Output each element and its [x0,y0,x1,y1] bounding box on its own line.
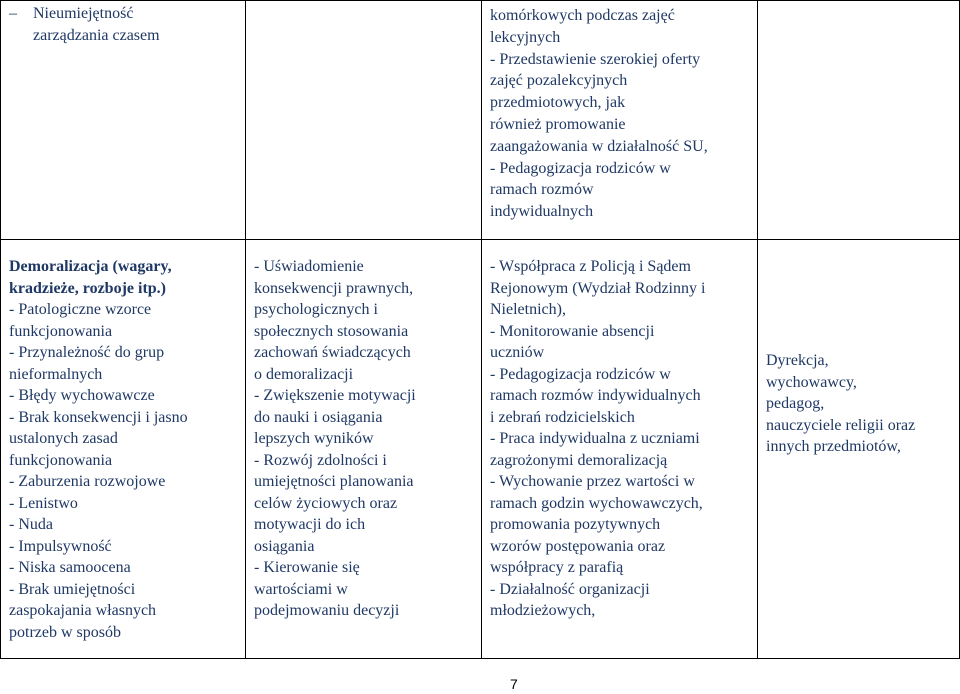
row2-problem-cell [1,240,246,659]
text-line: lekcyjnych [490,28,561,46]
text-line: - Zwiększenie motywacji [254,387,416,404]
text-line: ustalonych zasad [9,430,118,447]
text-line: uczniów [490,344,545,361]
text-line: społecznych stosowania [254,322,409,340]
text-line: potrzeb w sposób [9,623,121,641]
text-line: - Patologiczne wzorce [9,301,152,318]
row1-problem-cell [1,1,246,240]
text-line: - Przynależność do grup [9,344,165,361]
text-line: - Rozwój zdolności i [254,451,387,469]
text-line: Nieumiejętność [33,5,134,22]
row2-actions-cell [482,240,758,659]
text-line: promowania pozytywnych [490,516,661,533]
text-line: - Niska samoocena [9,559,131,576]
text-line: wartościami w [254,580,348,598]
text-line: pedagog, [766,395,825,412]
problem-title-line: kradzieże, rozboje itp.) [9,279,166,297]
text-line: konsekwencji prawnych, [254,279,414,297]
table-row [1,1,960,240]
row2-responsible-cell [758,240,960,659]
text-line: funkcjonowania [9,322,113,340]
text-line: komórkowych podczas zajęć [490,7,675,24]
text-line: - Pedagogizacja rodziców w [490,159,671,177]
text-line: - Nuda [9,516,53,533]
text-line: do nauki i osiągania [254,408,383,426]
text-line: zachowań świadczących [254,344,411,361]
text-line: - Uświadomienie [254,258,364,275]
row1-responsible-cell [758,1,960,240]
list-dash: – [9,5,17,22]
text-line: ramach godzin wychowawczych, [490,494,703,512]
text-line: umiejętności planowania [254,473,414,490]
text-line: - Lenistwo [9,494,78,512]
text-line: współpracy z parafią [490,559,624,576]
text-line: lepszych wyników [254,430,374,447]
text-line: - Współpraca z Policją i Sądem [490,258,691,275]
table-row [1,240,960,659]
text-line: - Zaburzenia rozwojowe [9,473,166,490]
text-line: przedmiotowych, jak [490,94,626,112]
row1-goals-cell [246,1,482,240]
text-line: indywidualnych [490,203,594,221]
text-line: zagrożonymi demoralizacją [490,451,668,469]
text-line: - Monitorowanie absencji [490,322,655,340]
text-line: zaspokajania własnych [9,602,157,619]
text-line: ramach rozmów [490,181,594,199]
text-line: - Działalność organizacji [490,580,650,598]
text-line: - Pedagogizacja rodziców w [490,365,671,383]
row1-actions-cell [482,1,758,240]
text-line: nieformalnych [9,365,103,383]
text-line: - Impulsywność [9,537,112,555]
text-line: psychologicznych i [254,301,378,318]
problem-title-line: Demoralizacja (wagary, [9,258,172,275]
text-line: funkcjonowania [9,451,113,469]
text-line: wzorów postępowania oraz [490,537,666,555]
text-line: zarządzania czasem [33,27,160,44]
text-line: Rejonowym (Wydział Rodzinny i [490,279,706,297]
text-line: - Wychowanie przez wartości w [490,473,695,490]
text-line: zajęć pozalekcyjnych [490,72,628,90]
text-line: - Kierowanie się [254,559,360,576]
text-line: młodzieżowych, [490,602,596,619]
text-line: wychowawcy, [766,373,857,391]
text-line: podejmowaniu decyzji [254,602,400,619]
text-line: celów życiowych oraz [254,494,398,512]
text-line: - Praca indywidualna z uczniami [490,430,700,447]
text-line: osiągania [254,537,315,555]
text-line: - Błędy wychowawcze [9,387,155,404]
text-line: zaangażowania w działalność SU, [490,137,708,155]
text-line: nauczyciele religii oraz [766,416,916,434]
text-line: Nieletnich), [490,301,566,318]
text-line: - Brak umiejętności [9,580,136,598]
text-line: motywacji do ich [254,516,366,533]
text-line: Dyrekcja, [766,352,829,369]
text-line: - Przedstawienie szerokiej oferty [490,50,701,68]
row2-goals-cell [246,240,482,659]
text-line: innych przedmiotów, [766,438,901,455]
row1-problem-text [33,3,160,47]
page-number: 7 [510,676,518,692]
text-line: i zebrań rodzicielskich [490,408,635,426]
text-line: również promowanie [490,115,626,133]
text-line: o demoralizacji [254,365,354,383]
text-line: ramach rozmów indywidualnych [490,387,701,404]
text-line: - Brak konsekwencji i jasno [9,408,188,426]
